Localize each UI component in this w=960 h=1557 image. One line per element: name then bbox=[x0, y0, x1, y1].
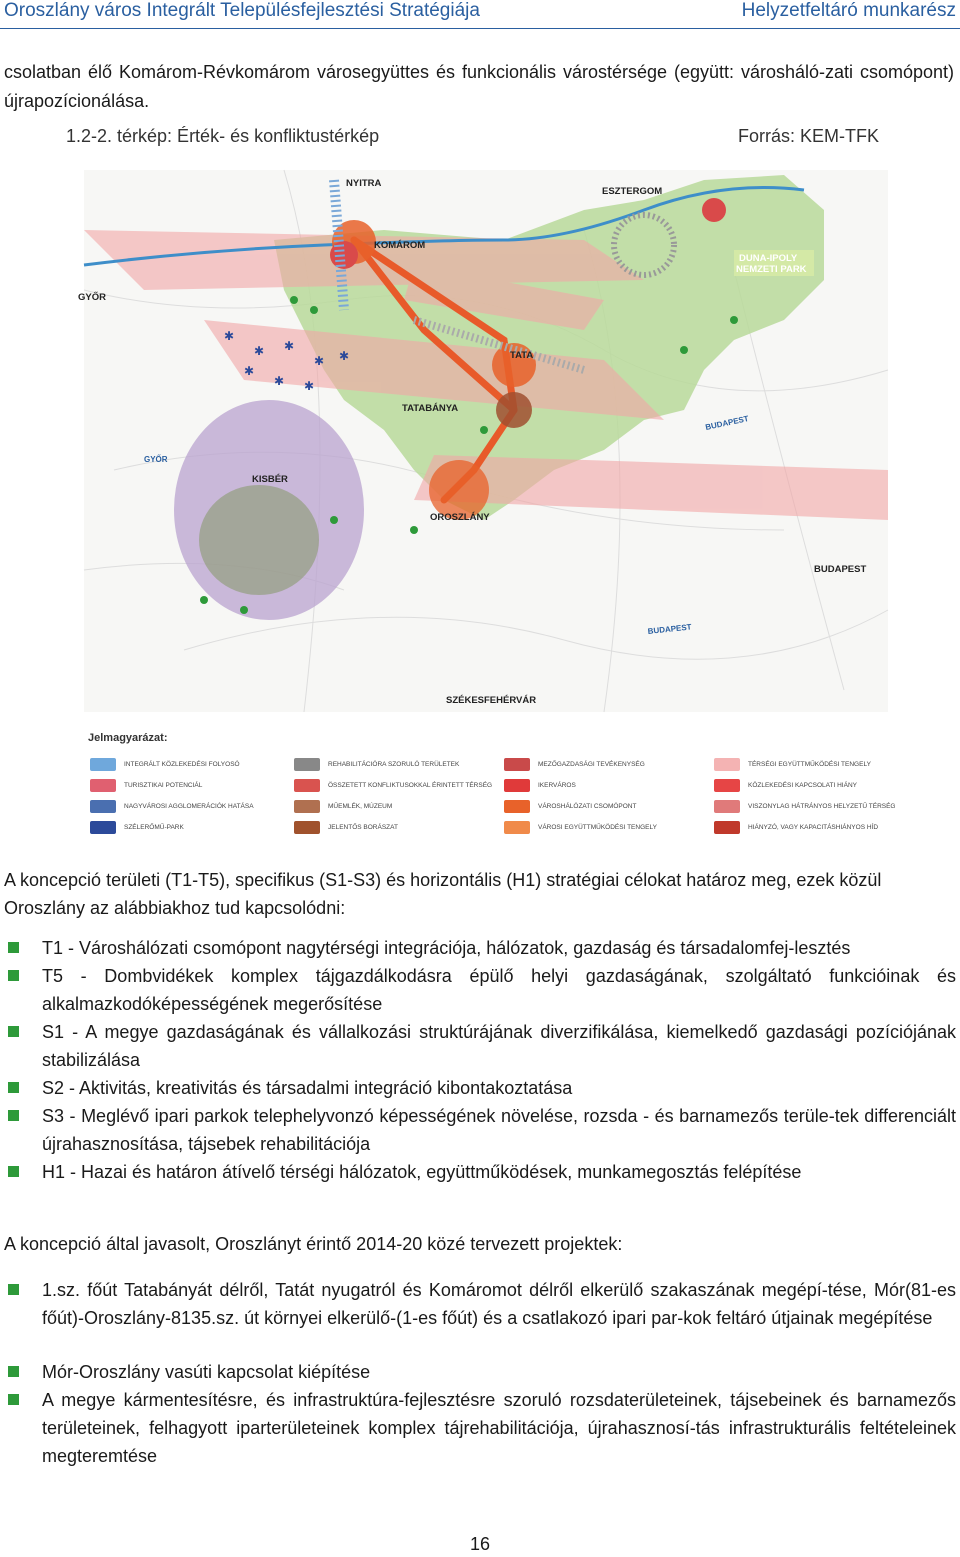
project-item bbox=[8, 1276, 956, 1332]
map-legend bbox=[84, 728, 896, 846]
legend-label: HIÁNYZÓ, VAGY KAPACITÁSHIÁNYOS HÍD bbox=[748, 824, 879, 831]
bullet-square-icon bbox=[8, 1284, 19, 1295]
legend-item bbox=[714, 754, 914, 775]
label-oroszlany: OROSZLÁNY bbox=[430, 512, 490, 523]
legend-item bbox=[294, 775, 494, 796]
bullet-text: A megye kármentesítésre, és infrastruktúra-fejlesztésre szoruló rozsdaterületeinek, tájsebeinek és barnamezős területeinek, felhagyott iparterületeinek komplex tájrehabilitációja, újrahasznosí-tás infrastrukturális feltételeinek megteremtése bbox=[42, 1390, 956, 1466]
legend-item bbox=[714, 775, 914, 796]
legend-swatch-icon bbox=[504, 758, 530, 771]
map-source: Forrás: KEM-TFK bbox=[738, 126, 880, 146]
legend-title: Jelmagyarázat: bbox=[88, 732, 168, 744]
tatabanya-node bbox=[496, 392, 532, 428]
label-komarom: KOMÁROM bbox=[374, 240, 426, 251]
bullet-text: T1 - Városhálózati csomópont nagytérségi integrációja, hálózatok, gazdaság és társadalomfej-lesztés bbox=[42, 938, 851, 958]
legend-swatch-icon bbox=[504, 821, 530, 834]
legend-swatch-icon bbox=[294, 779, 320, 792]
legend-swatch-icon bbox=[714, 821, 740, 834]
legend-item bbox=[504, 754, 704, 775]
page-number: 16 bbox=[469, 1534, 491, 1554]
label-budapest: BUDAPEST bbox=[814, 564, 867, 575]
bullet-square-icon bbox=[8, 1110, 19, 1121]
label-gyor-road: GYŐR bbox=[144, 455, 168, 464]
legend-swatch-icon bbox=[90, 821, 116, 834]
legend-swatch-icon bbox=[714, 800, 740, 813]
svg-text:✱: ✱ bbox=[284, 339, 295, 353]
bullet-square-icon bbox=[8, 1026, 19, 1037]
bullet-text: 1.sz. főút Tatabányát délről, Tatát nyugatról és Komáromot délről elkerülő szakaszának megépí-tése, Mór(81-es főút)-Oroszlány-8135.sz. út környei elkerülő-(1-es főút) és a csatlakozó ipari par-kok feltáró útjainak megépítése bbox=[42, 1280, 956, 1328]
label-nyitra: NYITRA bbox=[346, 178, 382, 189]
legend-label: KÖZLEKEDÉSI KAPCSOLATI HIÁNY bbox=[748, 782, 857, 789]
project-item bbox=[8, 1386, 956, 1470]
bullet-square-icon bbox=[8, 942, 19, 953]
goal-item bbox=[8, 1102, 956, 1158]
goal-item bbox=[8, 962, 956, 1018]
legend-item bbox=[90, 754, 290, 775]
legend-label: NAGYVÁROSI AGGLOMERÁCIÓK HATÁSA bbox=[124, 803, 254, 810]
legend-item bbox=[294, 817, 494, 838]
legend-item bbox=[90, 796, 290, 817]
legend-column bbox=[90, 754, 290, 838]
legend-label: VISZONYLAG HÁTRÁNYOS HELYZETŰ TÉRSÉG bbox=[748, 803, 896, 810]
value-conflict-map bbox=[78, 170, 888, 712]
label-esztergom: ESZTERGOM bbox=[602, 186, 663, 197]
legend-item bbox=[504, 796, 704, 817]
legend-label: MEZŐGAZDASÁGI TEVÉKENYSÉG bbox=[538, 761, 645, 768]
legend-swatch-icon bbox=[90, 800, 116, 813]
label-tata: TATA bbox=[510, 350, 534, 361]
legend-column bbox=[504, 754, 704, 838]
page-header bbox=[0, 0, 960, 29]
svg-text:✱: ✱ bbox=[224, 329, 235, 343]
svg-text:✱: ✱ bbox=[304, 379, 315, 393]
map-caption: 1.2-2. térkép: Érték- és konfliktustérkép bbox=[66, 126, 380, 146]
label-kisber: KISBÉR bbox=[252, 474, 288, 485]
goals-list bbox=[8, 934, 956, 1186]
legend-item bbox=[90, 775, 290, 796]
bullet-square-icon bbox=[8, 1394, 19, 1405]
svg-text:✱: ✱ bbox=[274, 374, 285, 388]
label-gyor: GYŐR bbox=[78, 292, 106, 303]
legend-label: TURISZTIKAI POTENCIÁL bbox=[124, 782, 203, 789]
legend-column bbox=[714, 754, 914, 838]
svg-text:✱: ✱ bbox=[244, 364, 255, 378]
bullet-text: T5 - Dombvidékek komplex tájgazdálkodásra épülő helyi gazdaságának, szolgáltató funkcióinak és alkalmazkodóképességének megerősítése bbox=[42, 966, 956, 1014]
bullet-text: S3 - Meglévő ipari parkok telephelyvonzó képességének növelése, rozsda - és barnamezős terüle-tek differenciált újrahasznosítása, tájsebek rehabilitációja bbox=[42, 1106, 956, 1154]
legend-swatch-icon bbox=[714, 758, 740, 771]
bullet-text: S1 - A megye gazdaságának és vállalkozási struktúrájának diverzifikálása, kiemelkedő gazdasági pozíciójának stabilizálása bbox=[42, 1022, 956, 1070]
label-budapest-road: BUDAPEST bbox=[704, 414, 750, 432]
bullet-square-icon bbox=[8, 1166, 19, 1177]
oroszlany-node bbox=[429, 460, 489, 520]
legend-swatch-icon bbox=[294, 758, 320, 771]
bullet-square-icon bbox=[8, 1082, 19, 1093]
legend-label: SZÉLERŐMŰ-PARK bbox=[124, 824, 184, 831]
legend-swatch-icon bbox=[294, 821, 320, 834]
legend-item bbox=[504, 775, 704, 796]
legend-label: JELENTŐS BORÁSZAT bbox=[328, 824, 398, 831]
legend-item bbox=[714, 796, 914, 817]
svg-text:✱: ✱ bbox=[254, 344, 265, 358]
paragraph-goals-intro: A koncepció területi (T1-T5), specifikus (S1-S3) és horizontális (H1) stratégiai célokat határoz meg, ezek közül Oroszlány az alábbiakhoz tud kapcsolódni: bbox=[4, 870, 882, 918]
project-item bbox=[8, 1358, 956, 1386]
goal-item bbox=[8, 934, 956, 962]
legend-label: VÁROSHÁLÓZATI CSOMÓPONT bbox=[538, 803, 637, 810]
map-svg bbox=[78, 170, 888, 712]
legend-label: REHABILITÁCIÓRA SZORULÓ TERÜLETEK bbox=[328, 761, 460, 768]
paragraph-projects-intro: A koncepció által javasolt, Oroszlányt érintő 2014-20 közé tervezett projektek: bbox=[4, 1234, 623, 1254]
legend-swatch-icon bbox=[90, 758, 116, 771]
label-duna-ipoly: DUNA-IPOLY bbox=[739, 253, 798, 264]
esztergom-twin-marker bbox=[702, 198, 726, 222]
legend-column bbox=[294, 754, 494, 838]
legend-label: INTEGRÁLT KÖZLEKEDÉSI FOLYOSÓ bbox=[124, 761, 240, 768]
bullet-square-icon bbox=[8, 1366, 19, 1377]
legend-label: VÁROSI EGYÜTTMŰKÖDÉSI TENGELY bbox=[538, 824, 657, 831]
label-nemzeti-park: NEMZETI PARK bbox=[736, 264, 807, 275]
legend-swatch-icon bbox=[294, 800, 320, 813]
goal-item bbox=[8, 1158, 956, 1186]
bullet-text: H1 - Hazai és határon átívelő térségi hálózatok, együttműködések, munkamegosztás felépítése bbox=[42, 1162, 802, 1182]
intro-text: csolatban élő Komárom-Révkomárom városegyüttes és funkcionális várostérsége (együtt: városháló-zati csomópont) újrapozícionálása. bbox=[4, 62, 954, 111]
label-tatabanya: TATABÁNYA bbox=[402, 403, 459, 414]
legend-swatch-icon bbox=[504, 800, 530, 813]
legend-label: TÉRSÉGI EGYÜTTMŰKÖDÉSI TENGELY bbox=[748, 761, 871, 768]
bullet-square-icon bbox=[8, 970, 19, 981]
goal-item bbox=[8, 1074, 956, 1102]
header-section-title: Helyzetfeltáró munkarész bbox=[741, 0, 956, 21]
svg-text:✱: ✱ bbox=[339, 349, 350, 363]
legend-swatch-icon bbox=[714, 779, 740, 792]
bullet-text: S2 - Aktivitás, kreativitás és társadalmi integráció kibontakoztatása bbox=[42, 1078, 573, 1098]
legend-item bbox=[294, 754, 494, 775]
legend-item bbox=[90, 817, 290, 838]
legend-label: MŰEMLÉK, MÚZEUM bbox=[328, 803, 393, 810]
projects-list bbox=[8, 1276, 956, 1470]
legend-label: ÖSSZETETT KONFLIKTUSOKKAL ÉRINTETT TÉRSÉG bbox=[328, 782, 493, 789]
legend-item bbox=[504, 817, 704, 838]
bullet-text: Mór-Oroszlány vasúti kapcsolat kiépítése bbox=[42, 1362, 371, 1382]
label-szekesfehervar: SZÉKESFEHÉRVÁR bbox=[446, 695, 537, 706]
legend-swatch-icon bbox=[90, 779, 116, 792]
legend-label: IKERVÁROS bbox=[538, 782, 576, 789]
header-document-title: Oroszlány város Integrált Településfejlesztési Stratégiája bbox=[4, 0, 480, 21]
legend-swatch-icon bbox=[504, 779, 530, 792]
legend-item bbox=[714, 817, 914, 838]
legend-item bbox=[294, 796, 494, 817]
label-budapest-road2: BUDAPEST bbox=[647, 622, 692, 636]
svg-text:✱: ✱ bbox=[314, 354, 325, 368]
goal-item bbox=[8, 1018, 956, 1074]
